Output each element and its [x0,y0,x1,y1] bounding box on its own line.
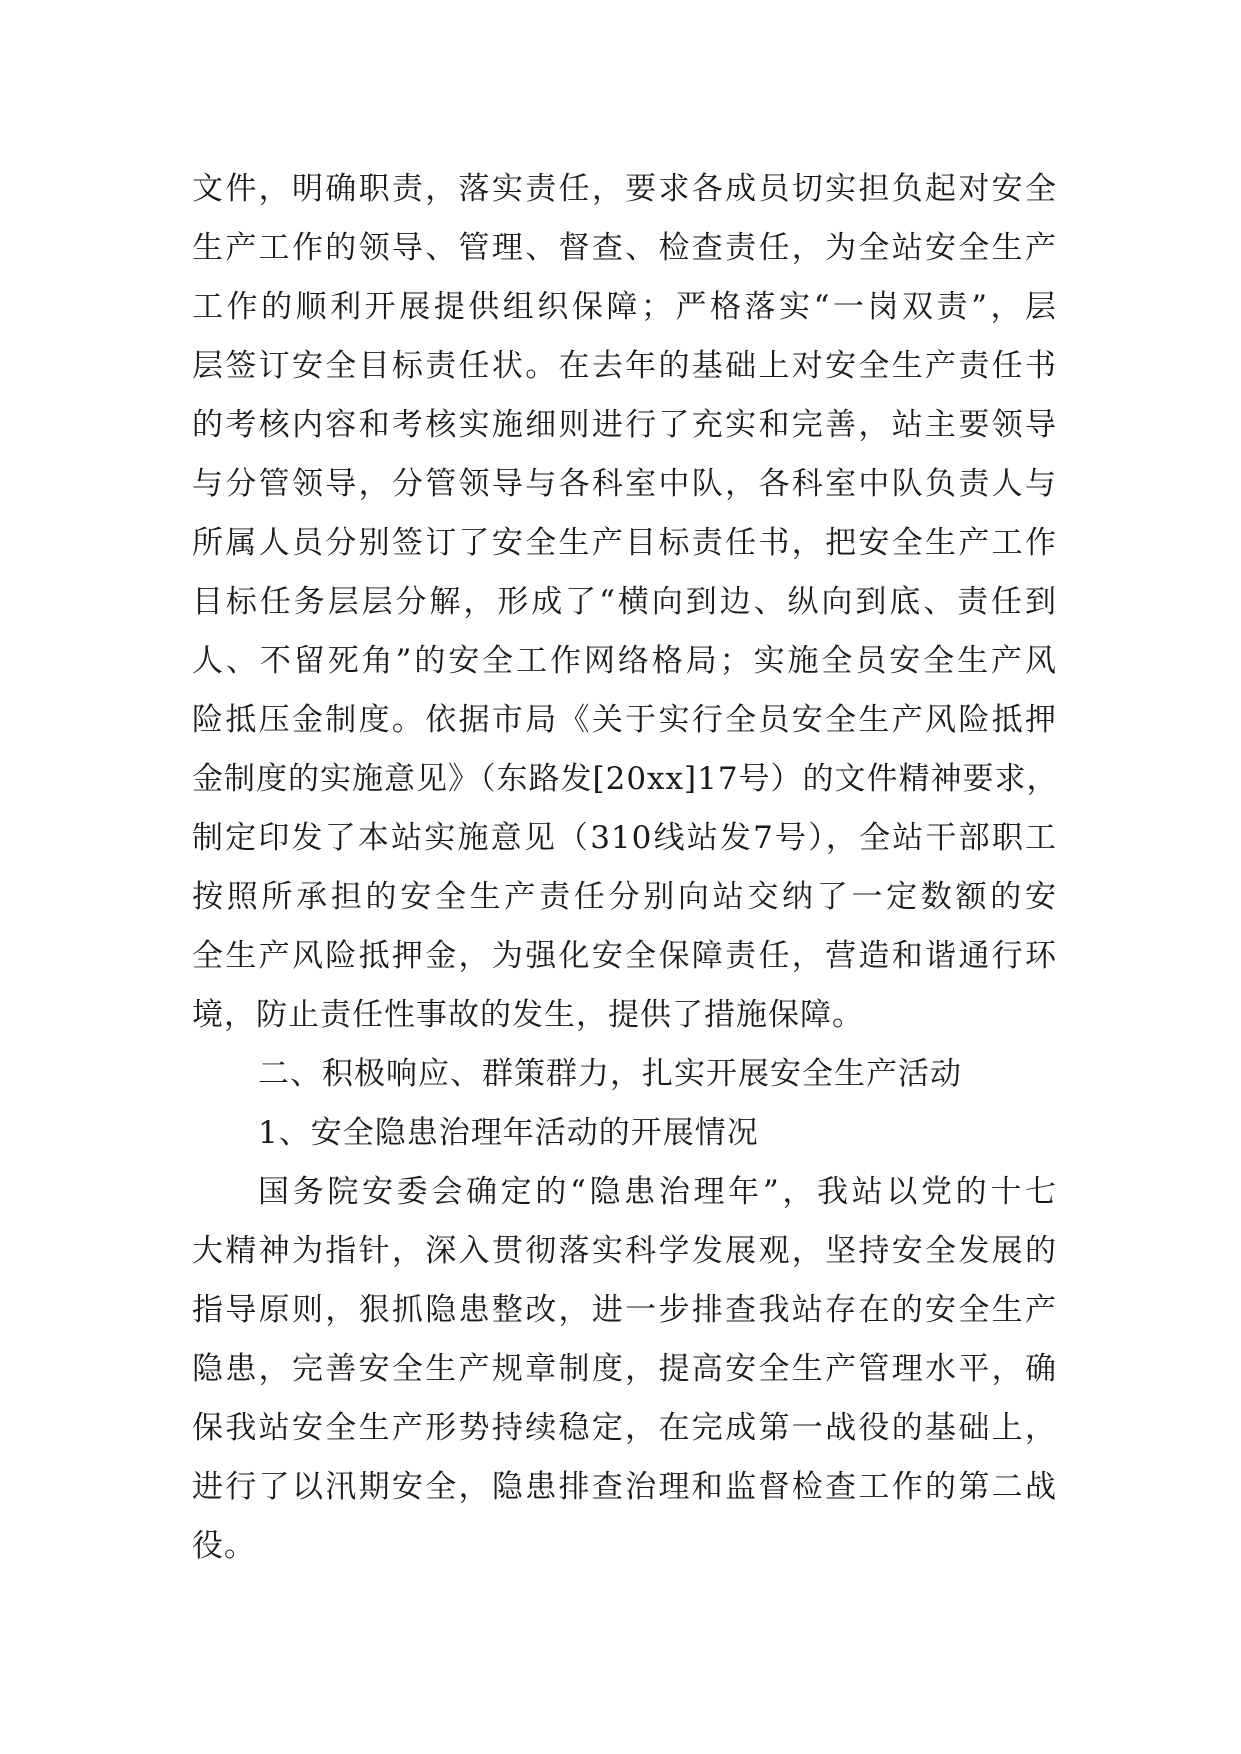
text-line: 隐患，完善安全生产规章制度，提高安全生产管理水平，确 [192,1351,1057,1387]
paragraph-hazard-governance [192,1163,1057,1576]
text-line: 大精神为指针，深入贯彻落实科学发展观，坚持安全发展的 [192,1233,1057,1269]
text-line: 指导原则，狠抓隐患整改，进一步排查我站存在的安全生产 [192,1292,1057,1328]
text-line: 境，防止责任性事故的发生，提供了措施保障。 [192,997,864,1033]
text-line: 按照所承担的安全生产责任分别向站交纳了一定数额的安 [192,879,1057,915]
document-body [192,160,1057,1576]
text-line: 金制度的实施意见》（东路发[20xx]17号）的文件精神要求， [192,761,1059,797]
text-line: 全生产风险抵押金，为强化安全保障责任，营造和谐通行环 [192,938,1057,974]
text-line: 工作的顺利开展提供组织保障；严格落实“一岗双责”，层 [192,289,1057,325]
text-line: 与分管领导，分管领导与各科室中队，各科室中队负责人与 [192,466,1057,502]
text-line: 保我站安全生产形势持续稳定，在完成第一战役的基础上， [192,1410,1057,1446]
section-heading: 二、积极响应、群策群力，扎实开展安全生产活动 [258,1056,962,1092]
text-line: 制定印发了本站实施意见（310线站发7号），全站干部职工 [192,820,1057,856]
text-line: 役。 [192,1528,256,1564]
text-line: 国务院安委会确定的“隐患治理年”，我站以党的十七 [258,1174,1057,1210]
text-line: 险抵压金制度。依据市局《关于实行全员安全生产风险抵押 [192,702,1057,738]
text-line: 的考核内容和考核实施细则进行了充实和完善，站主要领导 [192,407,1057,443]
paragraph-responsibility [192,160,1057,1045]
text-line: 所属人员分别签订了安全生产目标责任书，把安全生产工作 [192,525,1057,561]
text-line: 进行了以汛期安全，隐患排查治理和监督检查工作的第二战 [192,1469,1057,1505]
text-line: 目标任务层层分解，形成了“横向到边、纵向到底、责任到 [192,584,1057,620]
text-line: 层签订安全目标责任状。在去年的基础上对安全生产责任书 [192,348,1057,384]
text-line: 生产工作的领导、管理、督查、检查责任，为全站安全生产 [192,230,1057,266]
text-line: 文件，明确职责，落实责任，要求各成员切实担负起对安全 [192,171,1057,207]
text-line: 人、不留死角”的安全工作网络格局；实施全员安全生产风 [192,643,1057,679]
section-subheading: 1、安全隐患治理年活动的开展情况 [258,1115,759,1151]
